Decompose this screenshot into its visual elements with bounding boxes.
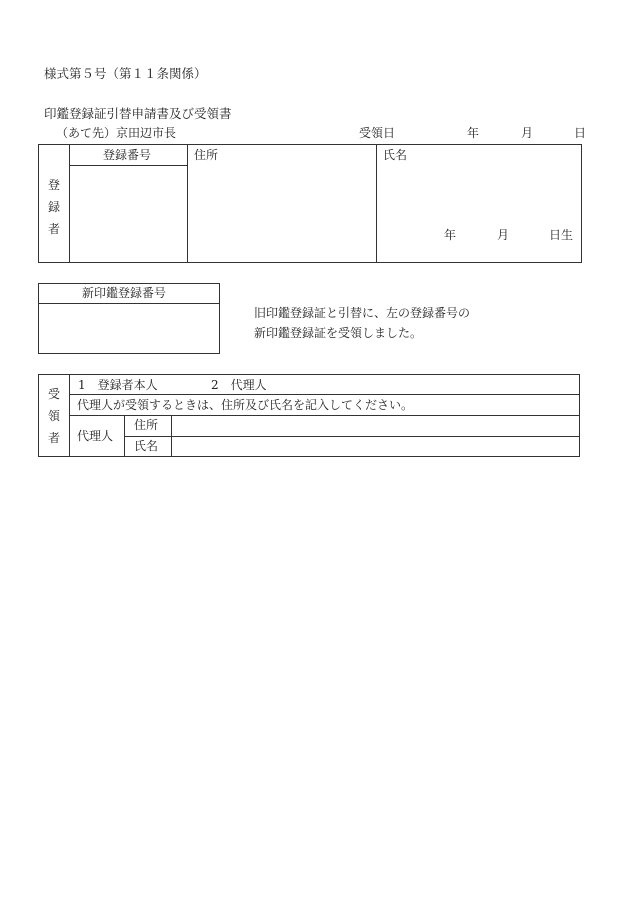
proxy-name-label: 氏名: [134, 439, 159, 453]
received-date-field[interactable]: [410, 122, 570, 142]
received-year-label: 年: [467, 126, 480, 140]
birth-year-label: 年: [444, 228, 457, 242]
receiver-side-label: 受領者: [47, 387, 60, 445]
receiver-instruction: 代理人が受領するときは、住所及び氏名を記入してください。: [77, 398, 414, 412]
new-seal-note-line1: 旧印鑑登録証と引替に、左の登録番号の: [254, 306, 471, 320]
registrant-name-field[interactable]: [377, 166, 581, 222]
receiver-option-proxy[interactable]: 2 代理人: [211, 378, 267, 392]
proxy-address-label: 住所: [134, 418, 159, 432]
new-seal-header: 新印鑑登録番号: [82, 286, 167, 300]
registrant-address-field[interactable]: [188, 166, 376, 262]
new-seal-note-line2: 新印鑑登録証を受領しました。: [254, 326, 423, 340]
form-title: 印鑑登録証引替申請書及び受領書: [44, 106, 232, 121]
birth-date-field[interactable]: [377, 224, 543, 254]
birth-month-label: 月: [497, 228, 510, 242]
addressee: （あて先）京田辺市長: [56, 126, 177, 140]
birth-day-label: 日生: [549, 228, 574, 242]
form-number: 様式第５号（第１１条関係）: [44, 66, 207, 81]
receiver-option-self[interactable]: 1 登録者本人: [78, 378, 158, 392]
proxy-label: 代理人: [77, 429, 114, 443]
new-seal-number-field[interactable]: [39, 304, 219, 353]
registrant-address-label: 住所: [194, 148, 219, 162]
received-month-label: 月: [521, 126, 534, 140]
received-date-label: 受領日: [359, 126, 396, 140]
proxy-address-field[interactable]: [172, 416, 579, 436]
registrant-side-label: 登録者: [47, 178, 60, 236]
divider: [69, 394, 580, 395]
reg-number-label: 登録番号: [103, 148, 152, 162]
received-day-label: 日: [574, 126, 587, 140]
reg-number-field[interactable]: [70, 166, 187, 262]
proxy-name-field[interactable]: [172, 437, 579, 456]
registrant-name-label: 氏名: [383, 148, 408, 162]
